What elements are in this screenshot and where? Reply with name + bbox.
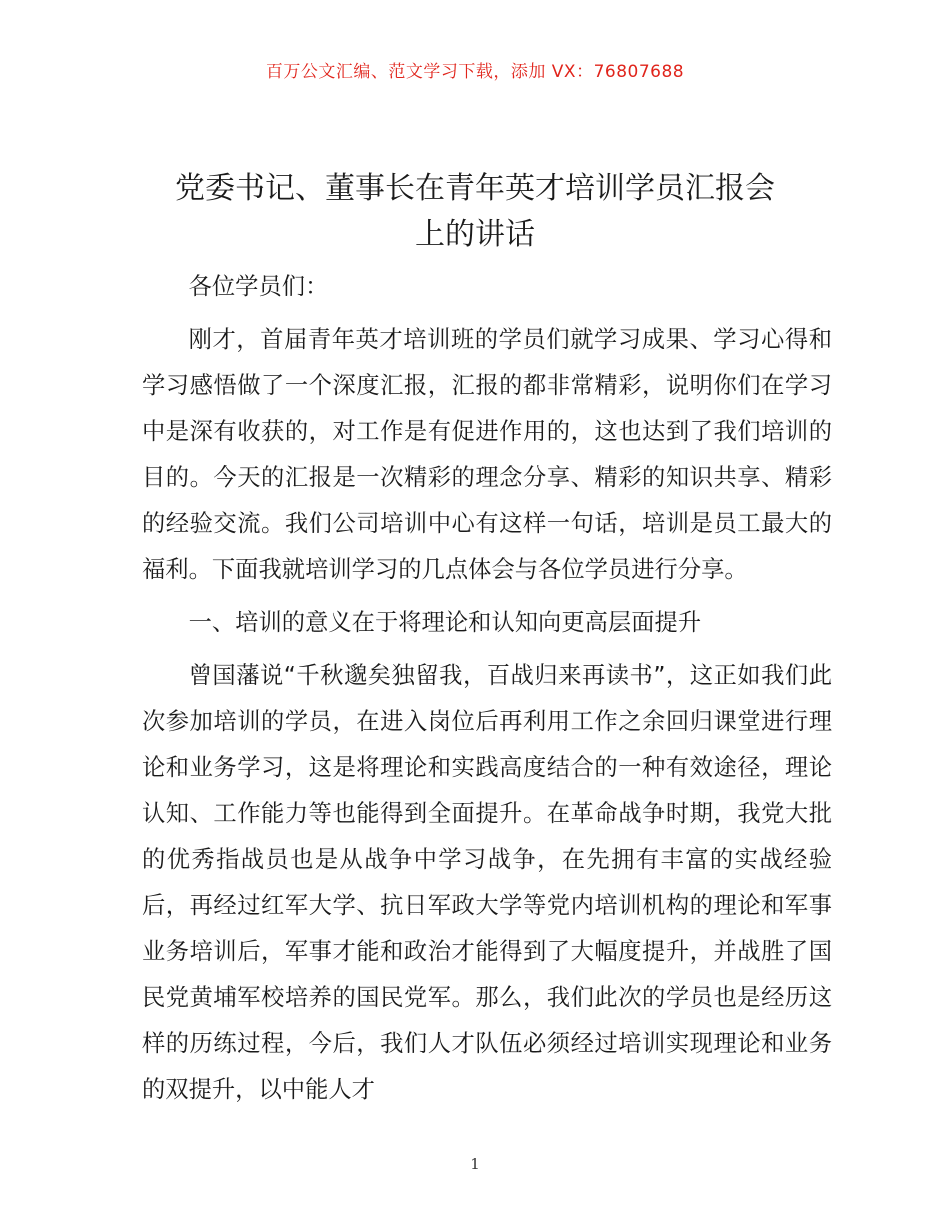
salutation: 各位学员们： (188, 273, 329, 300)
page-number: 1 (470, 1155, 480, 1173)
paragraph-1: 刚才，首届青年英才培训班的学员们就学习成果、学习心得和学习感悟做了一个深度汇报，汇报的都非常精彩，说明你们在学习中是深有收获的，对工作是有促进作用的，这也达到了我们培训的目的。今天的汇报是一次精彩的理念分享、精彩的知识共享、精彩的经验交流。我们公司培训中心有这样一句话，培训是员工最大的福利。下面我就培训学习的几点体会与各位学员进行分享。 (142, 326, 832, 583)
section-heading-1: 一、培训的意义在于将理论和认知向更高层面提升 (188, 609, 702, 636)
header-banner: 百万公文汇编、范文学习下载，添加 VX：76807688 (265, 62, 685, 82)
document-title (100, 166, 850, 258)
document-body (142, 264, 832, 1120)
paragraph-2: 曾国藩说“千秋邈矣独留我，百战归来再读书”，这正如我们此次参加培训的学员，在进入岗位后再利用工作之余回归课堂进行理论和业务学习，这是将理论和实践高度结合的一种有效途径，理论认知、工作能力等也能得到全面提升。在革命战争时期，我党大批的优秀指战员也是从战争中学习战争，在先拥有丰富的实战经验后，再经过红军大学、抗日军政大学等党内培训机构的理论和军事业务培训后，军事才能和政治才能得到了大幅度提升，并战胜了国民党黄埔军校培养的国民党军。那么，我们此次的学员也是经历这样的历练过程，今后，我们人才队伍必须经过培训实现理论和业务的双提升，以中能人才 (142, 662, 832, 1103)
title-line-1: 党委书记、董事长在青年英才培训学员汇报会 (175, 171, 775, 206)
title-line-2: 上的讲话 (415, 217, 535, 252)
